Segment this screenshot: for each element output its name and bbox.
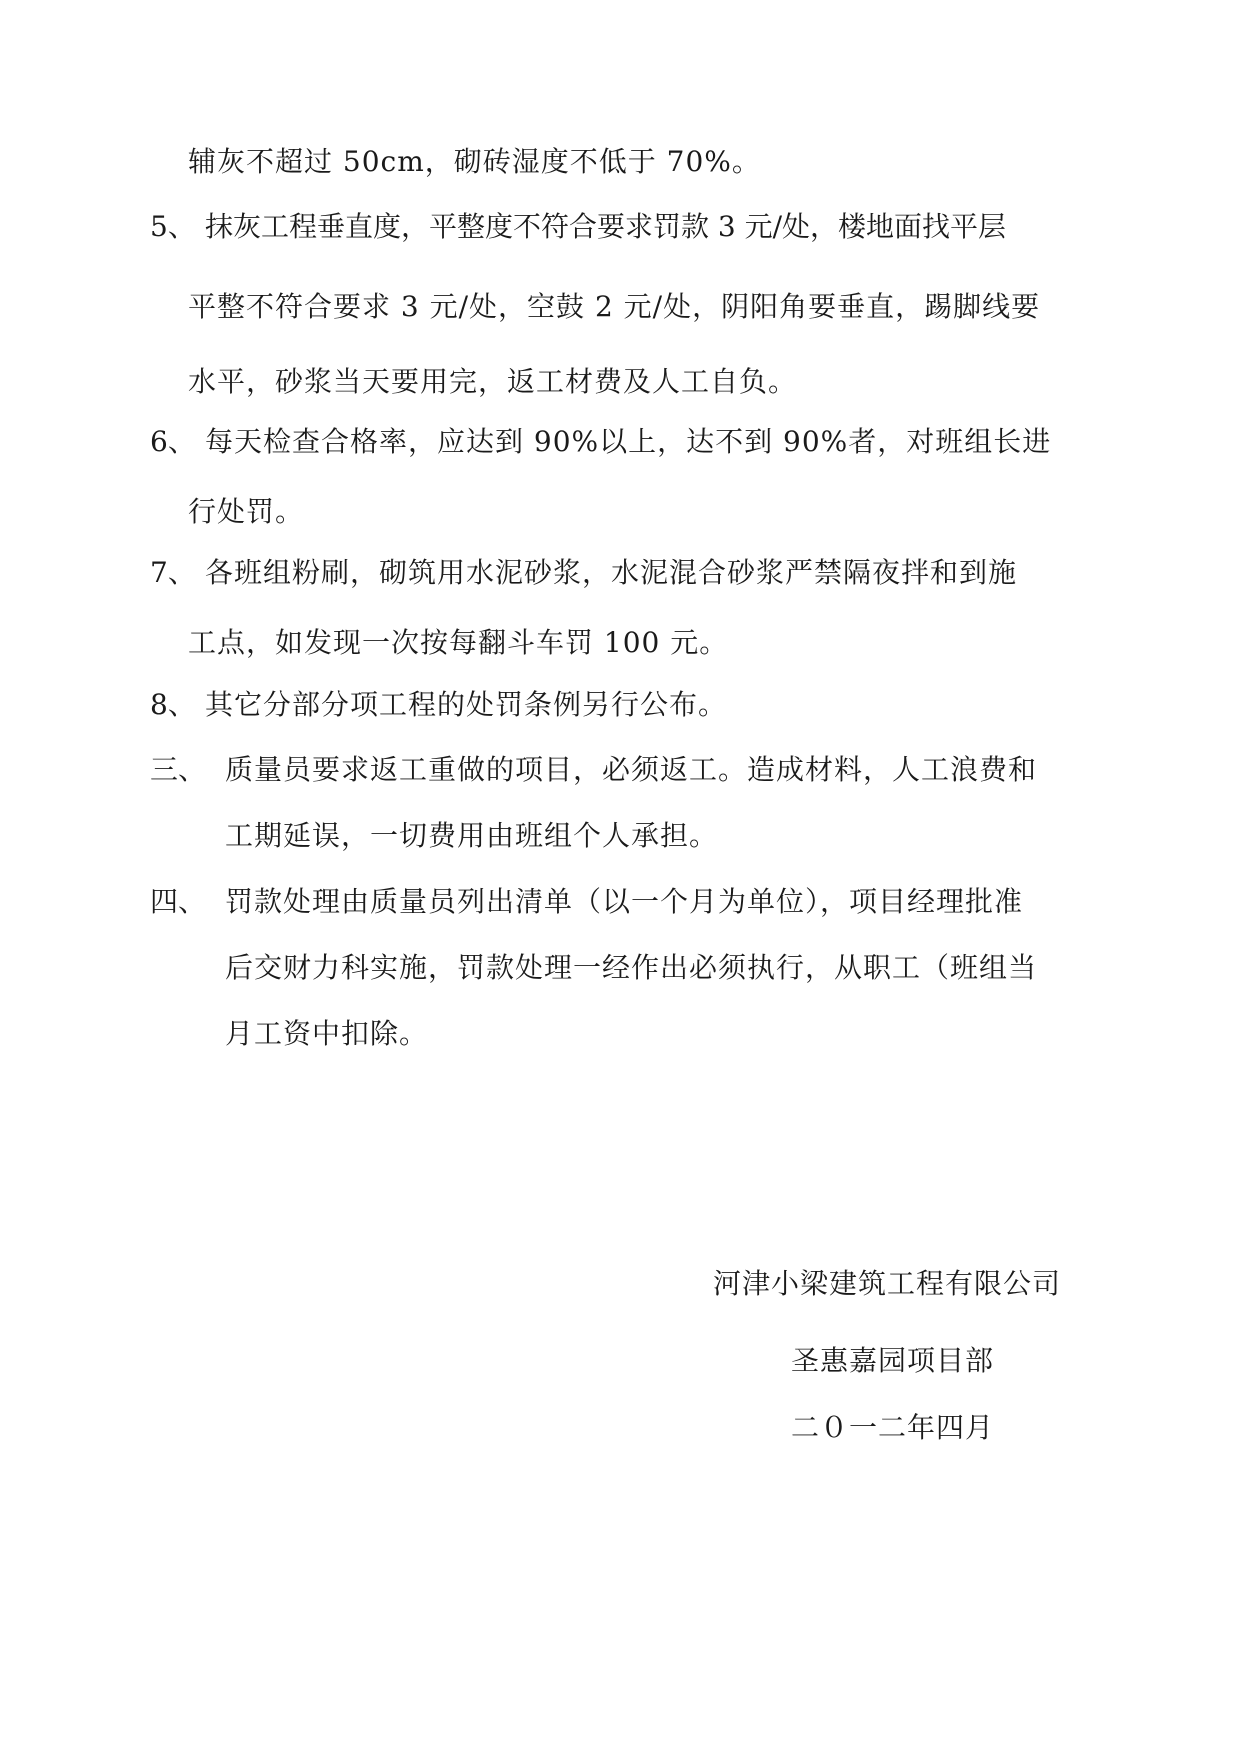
section-number: 四、 [150,885,207,918]
item-line: 平整不符合要求 3 元/处，空鼓 2 元/处，阴阳角要垂直，踢脚线要 [188,290,1041,323]
signature-date: 二０一二年四月 [791,1411,995,1444]
item-number: 8、 [150,688,196,721]
continuation-line: 辅灰不超过 50cm，砌砖湿度不低于 70%。 [188,145,761,178]
item-text: 抹灰工程垂直度，平整度不符合要求罚款 3 元/处，楼地面找平层 [205,210,1007,243]
item-line: 行处罚。 [188,495,305,528]
item-number: 7、 [150,556,196,589]
item-line: 各班组粉刷，砌筑用水泥砂浆，水泥混合砂浆严禁隔夜拌和到施 [205,556,1018,589]
signature-company: 河津小梁建筑工程有限公司 [713,1267,1062,1300]
item-line: 水平，砂浆当天要用完，返工材费及人工自负。 [188,365,798,398]
section-line: 月工资中扣除。 [225,1017,429,1050]
signature-department: 圣惠嘉园项目部 [791,1344,995,1377]
section-line: 后交财力科实施，罚款处理一经作出必须执行，从职工（班组当 [225,951,1038,984]
item-line [205,207,1100,247]
item-line: 每天检查合格率，应达到 90%以上，达不到 90%者，对班组长进 [205,425,1052,458]
section-number: 三、 [150,753,207,786]
item-line: 其它分部分项工程的处罚条例另行公布。 [205,688,728,721]
section-line: 工期延误，一切费用由班组个人承担。 [225,819,719,852]
item-number: 5、 [150,210,196,243]
item-number: 6、 [150,425,196,458]
section-line: 质量员要求返工重做的项目，必须返工。造成材料，人工浪费和 [225,753,1038,786]
section-line: 罚款处理由质量员列出清单（以一个月为单位），项目经理批准 [225,885,1024,918]
item-line: 工点，如发现一次按每翻斗车罚 100 元。 [188,626,729,659]
